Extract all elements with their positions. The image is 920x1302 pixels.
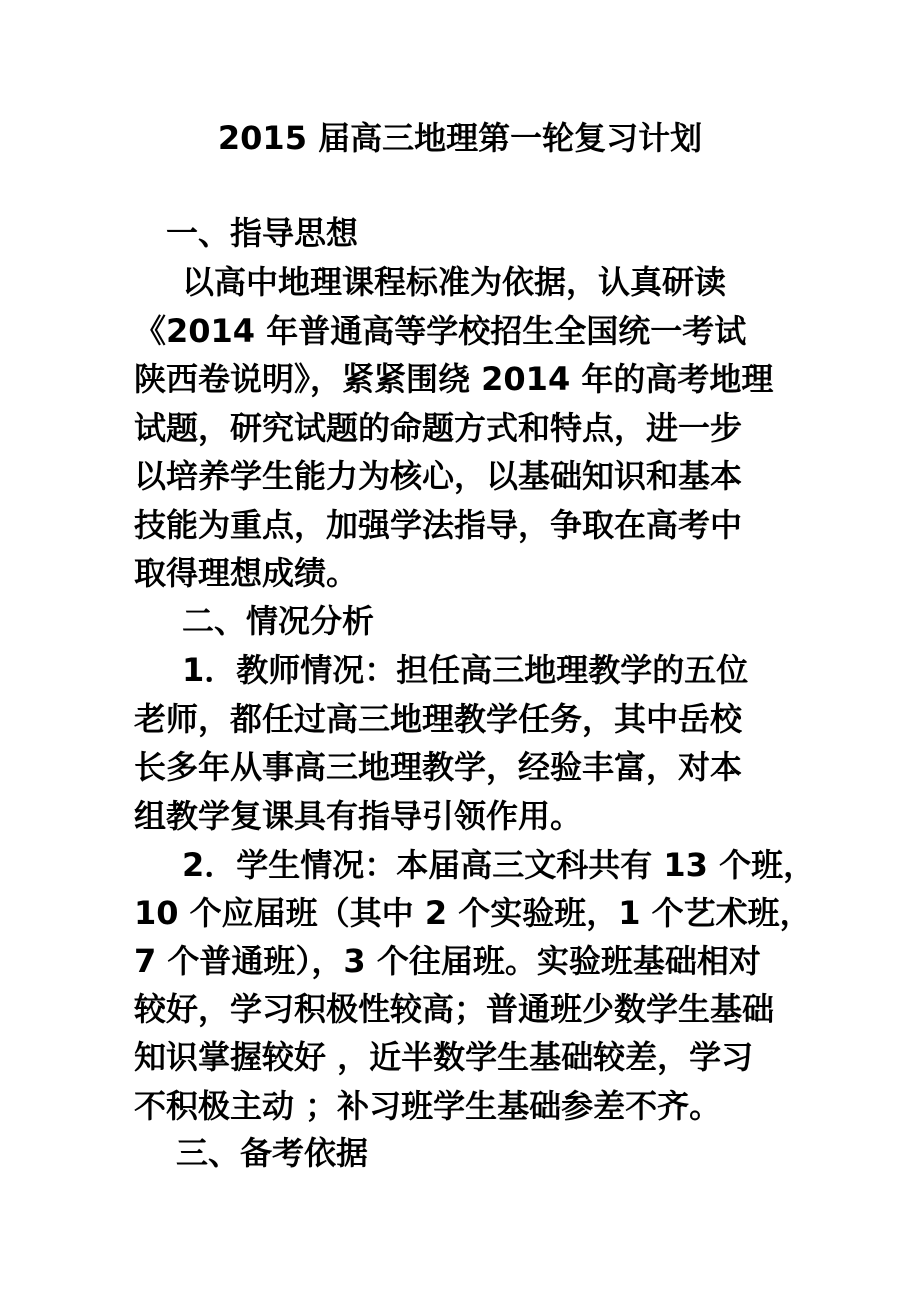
- paragraph-line: 取得理想成绩。: [134, 554, 359, 592]
- paragraph-line: 技能为重点，加强学法指导，争取在高考中: [134, 506, 743, 544]
- paragraph-line: 老师，都任过高三地理教学任务，其中岳校: [134, 700, 743, 738]
- paragraph-line: 以高中地理课程标准为依据，认真研读: [182, 263, 727, 301]
- section-heading-situation-analysis: 二、情况分析: [182, 602, 375, 640]
- paragraph-line: 长多年从事高三地理教学，经验丰富，对本: [134, 748, 743, 786]
- document-title: 2015 届高三地理第一轮复习计划: [217, 119, 703, 157]
- paragraph-line: 较好，学习积极性较高；普通班少数学生基础: [134, 990, 775, 1028]
- paragraph-line: 7 个普通班），3 个往届班。实验班基础相对: [134, 942, 761, 980]
- paragraph-line: 《2014 年普通高等学校招生全国统一考试: [134, 312, 747, 350]
- paragraph-line: 不积极主动 ；补习班学生基础参差不齐。: [134, 1087, 722, 1125]
- paragraph-line: 10 个应届班（其中 2 个实验班，1 个艺术班，: [134, 894, 812, 932]
- paragraph-line: 以培养学生能力为核心，以基础知识和基本: [134, 457, 743, 495]
- paragraph-line: 2．学生情况：本届高三文科共有 13 个班，: [182, 846, 816, 884]
- paragraph-line: 1．教师情况：担任高三地理教学的五位: [182, 651, 749, 689]
- paragraph-line: 陕西卷说明》，紧紧围绕 2014 年的高考地理: [134, 360, 774, 398]
- section-heading-preparation-basis: 三、备考依据: [176, 1134, 369, 1172]
- paragraph-line: 知识掌握较好 ，近半数学生基础较差，学习: [134, 1038, 754, 1076]
- paragraph-line: 试题，研究试题的命题方式和特点，进一步: [134, 409, 743, 447]
- section-heading-guiding-thought: 一、指导思想: [166, 214, 359, 252]
- paragraph-line: 组教学复课具有指导引领作用。: [134, 797, 583, 835]
